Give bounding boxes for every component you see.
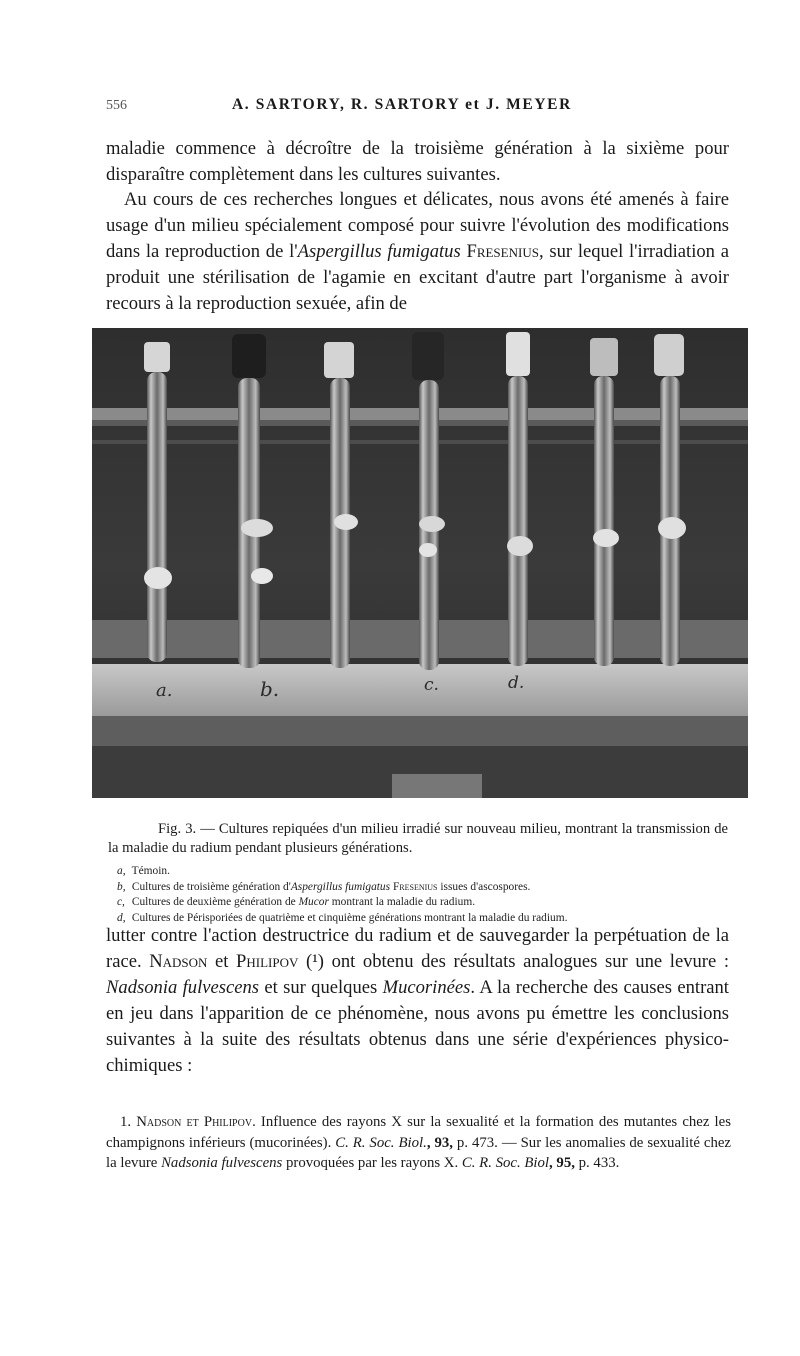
paragraph-aspergillus (106, 187, 729, 317)
page-number: 556 (106, 98, 127, 113)
legend-key: a, (117, 865, 126, 877)
species-name: Mucorinées (382, 977, 471, 998)
legend-text: montrant la maladie du radium. (328, 896, 476, 908)
author-name: Fresenius (466, 241, 539, 262)
paragraph-continuation: maladie commence à décroître de la troisième génération à la sixième pour disparaître complètement dans les cultures suivantes. (106, 138, 729, 185)
paragraph-text: . A la recherche des causes entrant en jeu dans l'apparition de ce phénomène, nous avons pu émettre les conclusions suivantes à la suite des résultats obtenus dans une série d'expériences physico-chimiques : (106, 977, 729, 1076)
footnote-text: provoquées par les rayons X. (282, 1155, 462, 1171)
page-header (106, 96, 726, 120)
tube-label-d: d. (508, 673, 525, 693)
species-name: Mucor (298, 896, 329, 908)
legend-text: Cultures de Périsporiées de quatrième et cinquième générations montrant la maladie du radium. (131, 911, 568, 924)
author-name: Philipov (236, 951, 299, 972)
legend-text: Témoin. (131, 865, 170, 877)
legend-item (117, 880, 747, 896)
footnote-number: 1. (120, 1114, 132, 1130)
figure-legend (117, 864, 747, 926)
species-name: Nadsonia fulvescens (106, 977, 260, 998)
paragraph-text: lutter contre l'action destructrice du radium et de sauvegarder la perpétuation de la race. (106, 925, 729, 972)
legend-key: b, (117, 880, 126, 893)
journal-name: C. R. Soc. Biol (461, 1155, 550, 1171)
culture-tubes-photo (92, 328, 748, 798)
species-name: Nadsonia fulvescens (161, 1155, 283, 1171)
species-name: Aspergillus fumigatus (290, 880, 391, 893)
tube-label-b: b. (260, 677, 280, 701)
legend-text: Cultures de troisième génération d' (131, 880, 291, 893)
legend-text: issues d'ascospores. (437, 880, 531, 893)
rack-label-strip (92, 664, 748, 716)
footnote-text: . Influence des rayons X sur la sexualité et la formation des mutantes chez les champignons inférieurs (mucorinées). (106, 1114, 731, 1151)
paragraph-text: , sur lequel l'irradiation a produit une stérilisation de l'agamie en excitant d'autre part l'organisme à avoir recours à la reproduction sexuée, afin de (106, 241, 729, 314)
paragraph-text: Au cours de ces recherches longues et délicates, nous avons été amenés à faire usage d'un milieu spécialement composé pour suivre l'évolution des modifications dans la reproduction de l' (106, 189, 729, 262)
footnote-reference: (¹) (306, 951, 324, 972)
legend-text: Cultures de deuxième génération de (131, 896, 299, 908)
species-name: Aspergillus fumigatus (297, 241, 461, 262)
paragraph-text: et sur quelques (259, 977, 383, 998)
figure-caption: Fig. 3. — Cultures repiquées d'un milieu irradié sur nouveau milieu, montrant la transmission de la maladie du radium pendant plusieurs générations. (108, 821, 728, 856)
tube-label-c: c. (424, 675, 439, 695)
author-name: Nadson (149, 951, 208, 972)
paragraph-nadson (106, 923, 729, 1079)
volume-number: , 95, (549, 1155, 575, 1171)
footnote-text: p. 433. (574, 1155, 620, 1171)
journal-name: C. R. Soc. Biol. (335, 1134, 427, 1151)
footnote-text: p. 473. — Sur les anomalies de sexualité chez la levure (106, 1134, 731, 1171)
paragraph-text: et (207, 951, 237, 972)
volume-number: , 93, (426, 1134, 453, 1151)
legend-item (117, 864, 747, 880)
author-name: Fresenius (392, 880, 438, 893)
legend-item (117, 895, 747, 911)
running-title: A. SARTORY, R. SARTORY et J. MEYER (232, 96, 572, 113)
author-name: Nadson et Philipov (136, 1114, 253, 1130)
paragraph-text: ont obtenu des résultats analogues sur une levure : (323, 951, 730, 972)
footnote (106, 1112, 731, 1174)
legend-key: c, (117, 896, 125, 908)
legend-key: d, (117, 911, 126, 924)
figure-photograph (92, 328, 748, 798)
tube-label-a: a. (156, 680, 173, 701)
